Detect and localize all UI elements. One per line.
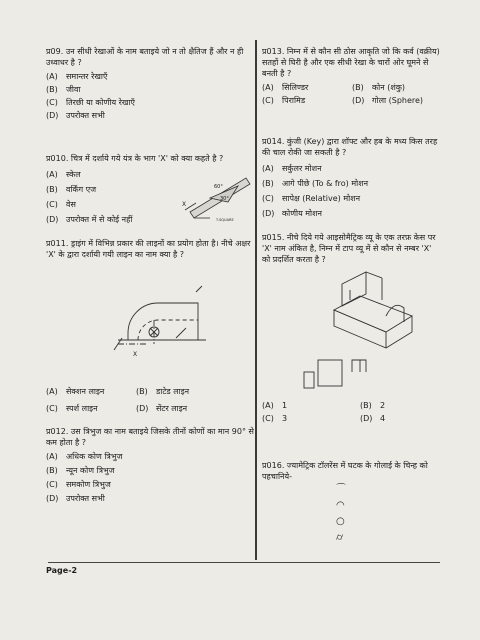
option-a: (A) सेक्शन लाइन [46, 387, 105, 396]
options-list [46, 71, 254, 123]
option-a: (A) अधिक कोण त्रिभुज [46, 452, 123, 461]
question-16 [262, 460, 440, 548]
question-stem: कुंजी (Key) द्वारा शॉफ्ट और हब के मध्य किस तरह की चाल रोकी जा सकती है ? [262, 137, 438, 157]
question-number: प्र013. [262, 47, 285, 56]
option-a: (A) सर्कुलर मोशन [262, 164, 322, 173]
options-row [262, 413, 440, 426]
question-stem: उन सीधी रेखाओं के नाम बताइये जो न तो क्षैतिज हैं और न ही उध्वाधर है ? [46, 47, 244, 67]
circle-symbol-icon: ○ [336, 516, 345, 527]
question-stem: उस त्रिभुज का नाम बताइये जिसके तीनों कोणों का मान 90° से कम होता है ? [46, 427, 254, 447]
question-11 [46, 238, 254, 260]
option-a [262, 484, 440, 500]
option-c: (C) पिरामिड [262, 96, 306, 105]
x-marker: X [133, 351, 138, 358]
option-d: (D) सेंटर लाइन [136, 404, 188, 413]
option-a: (A) 1 [262, 401, 288, 410]
option-a: (A) सिलिण्डर [262, 83, 309, 92]
option-d: (D) कोणीय मोशन [262, 209, 322, 218]
option-b: (B) कोन (शंकु) [352, 83, 406, 92]
question-stem: निम्न में से कौन सी ठोस आकृति जो कि कर्व (वक्रीय) सतहों से घिरी है और एक सीधी रेखा के चारों ओर घूमने से बनती है ? [262, 47, 440, 78]
question-number: प्र016. [262, 461, 285, 470]
question-number: प्र09. [46, 47, 64, 56]
option-d [262, 532, 440, 548]
option-d: (D) 4 [360, 414, 386, 423]
footer-rule [48, 562, 440, 563]
option-a: (A) स्केल [46, 170, 81, 179]
cylindricity-symbol-icon: ⌭ [336, 532, 344, 543]
option-b: (B) डाटेड लाइन [136, 387, 190, 396]
angle-60-label: 60° [214, 184, 223, 190]
option-a: (A) समान्तर रेखाएँ [46, 72, 108, 81]
question-stem: ज्यामेट्रिक टॉलरेंस में घटक के गोलाई के चिन्ह को पहचानिये- [262, 461, 428, 481]
option-b: (B) जीवा [46, 85, 81, 94]
question-number: प्र015. [262, 233, 285, 242]
question-11-options [46, 386, 254, 416]
question-14 [262, 136, 440, 223]
option-b [262, 500, 440, 516]
options-row [46, 403, 254, 416]
question-stem: नीचे दिये गये आइसोमैट्रिक व्यू के एक तरफ़ केस पर 'X' नाम अंकित है, निम्न में टाप व्यू में से कौन से नम्बर 'X' को प्रदर्शित करता है ? [262, 233, 436, 264]
option-d: (D) गोला (Sphere) [352, 96, 424, 105]
question-9 [46, 46, 254, 123]
question-number: प्र011. [46, 239, 69, 248]
option-c [262, 516, 440, 532]
option-c: (C) वेस [46, 200, 76, 209]
page-number: Page-2 [46, 566, 78, 575]
arc-symbol-icon: ⌒ [336, 484, 346, 495]
options-row [46, 386, 254, 399]
line-types-figure [98, 278, 218, 368]
semicircle-symbol-icon: ◠ [336, 500, 345, 511]
t-square-figure [180, 172, 254, 222]
options-row [262, 82, 440, 95]
angle-30-label: 30° [220, 196, 229, 202]
options-row [262, 400, 440, 413]
question-number: प्र014. [262, 137, 285, 146]
top-view-figure [290, 352, 410, 392]
option-b: (B) वर्किंग एज [46, 185, 97, 194]
question-number: प्र010. [46, 154, 69, 163]
option-c: (C) सापेक्ष (Relative) मोशन [262, 194, 361, 203]
question-15-options [262, 400, 440, 426]
t-square-caption: T-SQUARE [216, 218, 234, 222]
option-c: (C) समकोण त्रिभुज [46, 480, 111, 489]
column-divider [255, 40, 257, 560]
option-b: (B) 2 [360, 401, 386, 410]
options-list [46, 451, 254, 507]
question-15 [262, 232, 440, 265]
question-stem: चित्र में दर्शाये गये यंत्र के भाग 'X' को क्या कहते है ? [70, 154, 224, 163]
question-13 [262, 46, 440, 108]
question-stem: ड्राइंग में विभिन्न प्रकार की लाइनों का प्रयोग होता है। नीचे अक्षर 'X' के द्वारा दर्शायी गयी लाइन का नाम क्या है ? [46, 239, 251, 259]
option-d: (D) उपरोक्त में से कोई नहीं [46, 215, 133, 224]
question-number: प्र012. [46, 427, 69, 436]
x-marker: X [182, 201, 187, 208]
option-d: (D) उपरोक्त सभी [46, 111, 105, 120]
question-12 [46, 426, 254, 507]
option-b: (B) आगे पीछे (To & fro) मोशन [262, 179, 369, 188]
option-c: (C) 3 [262, 414, 288, 423]
options-row [262, 95, 440, 108]
option-b: (B) न्यून कोण त्रिभुज [46, 466, 115, 475]
option-d: (D) उपरोक्त सभी [46, 494, 105, 503]
options-list [262, 484, 440, 548]
option-c: (C) स्पर्श लाइन [46, 404, 98, 413]
isometric-view-figure [320, 270, 430, 352]
option-c: (C) तिरछी या कोणीय रेखाएँ [46, 98, 135, 107]
options-list [262, 163, 440, 223]
